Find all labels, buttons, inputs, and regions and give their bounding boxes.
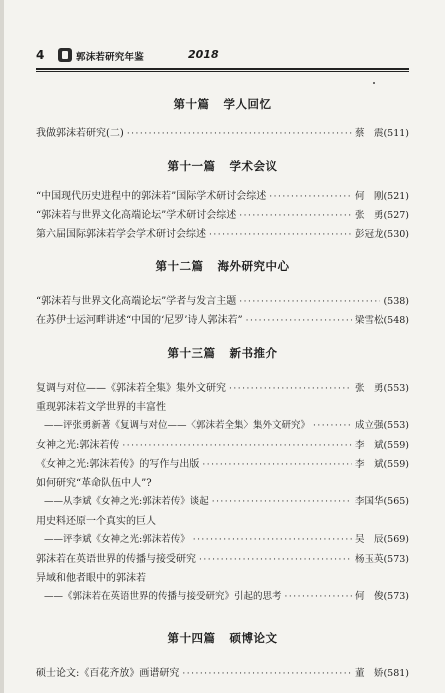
book-logo-icon: [58, 48, 72, 62]
toc-entry: 硕士论文:《百花齐放》画谱研究 ····· 董 娇(581): [36, 664, 409, 679]
toc-entry-heading: 用史料还原一个真实的巨人: [36, 516, 156, 527]
page-edge: [0, 0, 4, 693]
toc-entry: “郭沫若与世界文化高端论坛”学术研讨会综述 ····· 张 勇(527): [36, 206, 409, 221]
toc-entry-heading: 重现郭沫若文学世界的丰富性: [36, 402, 166, 413]
series-title: 郭沫若研究年鉴: [76, 52, 144, 63]
toc-entry-subtitle: ——《郭沫若在英语世界的传播与接受研究》引起的思考 ····· 何 俊(573): [36, 588, 409, 602]
section-title: 第十一篇 学术会议: [167, 159, 278, 173]
toc-entry: 我做郭沫若研究(二) ····· 蔡 震(511): [36, 124, 409, 139]
toc-entry: 第六届国际郭沫若学会学术研讨会综述 ····· 彭冠龙(530): [36, 225, 409, 240]
header-rule: [36, 68, 409, 70]
section-title: 第十四篇 硕博论文: [167, 631, 278, 645]
section-title: 第十二篇 海外研究中心: [155, 259, 290, 273]
stray-mark: [373, 82, 375, 84]
section-title: 第十三篇 新书推介: [167, 346, 278, 360]
toc-entry: 郭沫若在英语世界的传播与接受研究 ····· 杨玉英(573): [36, 550, 409, 565]
toc-entry: 复调与对位——《郭沫若全集》集外文研究 ····· 张 勇(553): [36, 379, 409, 394]
toc-entry-subtitle: ——从李斌《女神之光:郭沫若传》谈起 ····· 李国华(565): [36, 493, 409, 507]
toc-entry: “中国现代历史进程中的郭沫若”国际学术研讨会综述 ····· 何 刚(521): [36, 187, 409, 202]
page-number: 4: [36, 48, 45, 62]
toc-entry: 女神之光:郭沫若传 ····· 李 斌(559): [36, 436, 409, 451]
running-header: [36, 48, 409, 66]
toc-entry: 在苏伊士运河畔讲述“中国的‘尼罗’诗人郭沫若” ····· 梁雪松(548): [36, 311, 409, 326]
section-title: 第十篇 学人回忆: [173, 97, 272, 111]
series-year: 2018: [188, 48, 219, 61]
header-rule-thin: [36, 71, 409, 72]
toc-entry-heading: 异域和他者眼中的郭沫若: [36, 573, 146, 584]
toc-entry-heading: 如何研究“革命队伍中人”?: [36, 478, 152, 489]
toc-entry-subtitle: ——评李斌《女神之光:郭沫若传》 ····· 吴 辰(569): [36, 531, 409, 545]
toc-entry: 《女神之光:郭沫若传》的写作与出版 ····· 李 斌(559): [36, 455, 409, 470]
toc-entry: “郭沫若与世界文化高端论坛”学者与发言主题 ····· (538): [36, 292, 409, 307]
toc-entry-subtitle: ——评张勇新著《复调与对位——〈郭沫若全集〉集外文研究》 ····· 成立强(553): [36, 417, 409, 431]
